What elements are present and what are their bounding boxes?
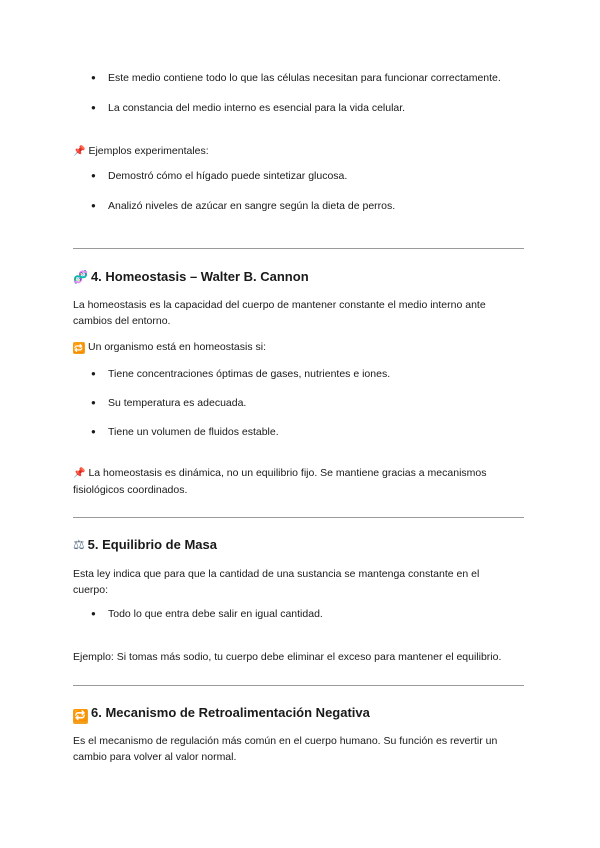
- list-item-text: Este medio contiene todo lo que las células necesitan para funcionar correctamente.: [108, 72, 501, 84]
- bullet-dot: ●: [91, 171, 96, 180]
- list-item: [91, 100, 531, 116]
- section4-lead: 🔁 Un organismo está en homeostasis si:: [73, 341, 267, 353]
- list-item: [91, 424, 531, 440]
- dna-icon: 🧬: [73, 270, 88, 284]
- examples-label: 📌 Ejemplos experimentales:: [73, 143, 528, 160]
- pushpin-icon: 📌: [73, 468, 86, 479]
- bullet-dot: ●: [91, 73, 96, 82]
- bullet-dot: ●: [91, 398, 96, 407]
- list-item-text: Analizó niveles de azúcar en sangre según la dieta de perros.: [108, 200, 396, 212]
- section6-paragraph: Es el mecanismo de regulación más común en el cuerpo humano. Su función es revertir un cambio para volver al valor normal.: [73, 735, 498, 763]
- bullet-dot: ●: [91, 201, 96, 210]
- list-item-text: La constancia del medio interno es esencial para la vida celular.: [108, 102, 406, 114]
- list-item-text: Todo lo que entra debe salir en igual cantidad.: [108, 608, 323, 620]
- list-item: [91, 168, 531, 184]
- list-item: [91, 198, 531, 214]
- list-item: [91, 366, 531, 382]
- balance-scale-icon: ⚖: [73, 537, 85, 552]
- list-item: [91, 70, 531, 86]
- bullet-dot: ●: [91, 427, 96, 436]
- section-divider: [73, 248, 524, 249]
- section4-paragraph: La homeostasis es la capacidad del cuerpo de mantener constante el medio interno ante cambios del entorno.: [73, 299, 486, 327]
- section-heading-5: ⚖ 5. Equilibrio de Masa: [73, 537, 217, 552]
- list-item-text: Tiene un volumen de fluidos estable.: [108, 426, 279, 438]
- section-heading-4: 🧬 4. Homeostasis – Walter B. Cannon: [73, 269, 309, 284]
- list-item-text: Su temperatura es adecuada.: [108, 397, 247, 409]
- section-divider: [73, 685, 524, 686]
- repeat-icon: 🔁: [73, 343, 85, 353]
- section-divider: [73, 517, 524, 518]
- bullet-dot: ●: [91, 609, 96, 618]
- pushpin-icon: 📌: [73, 146, 86, 157]
- section5-paragraph: Esta ley indica que para que la cantidad de una sustancia se mantenga constante en el cuerpo:: [73, 568, 480, 596]
- section-heading-6: 🔁 6. Mecanismo de Retroalimentación Negativa: [73, 705, 370, 722]
- section4-note: 📌 La homeostasis es dinámica, no un equilibrio fijo. Se mantiene gracias a mecanismos fisiológicos coordinados.: [73, 467, 487, 496]
- list-item: [91, 395, 531, 411]
- list-item-text: Demostró cómo el hígado puede sintetizar glucosa.: [108, 170, 348, 182]
- list-item: [91, 606, 531, 622]
- bullet-dot: ●: [91, 103, 96, 112]
- bullet-dot: ●: [91, 369, 96, 378]
- list-item-text: Tiene concentraciones óptimas de gases, nutrientes e iones.: [108, 368, 391, 380]
- section5-example: Ejemplo: Si tomas más sodio, tu cuerpo debe eliminar el exceso para mantener el equilibrio.: [73, 651, 502, 663]
- repeat-icon: 🔁: [73, 710, 88, 722]
